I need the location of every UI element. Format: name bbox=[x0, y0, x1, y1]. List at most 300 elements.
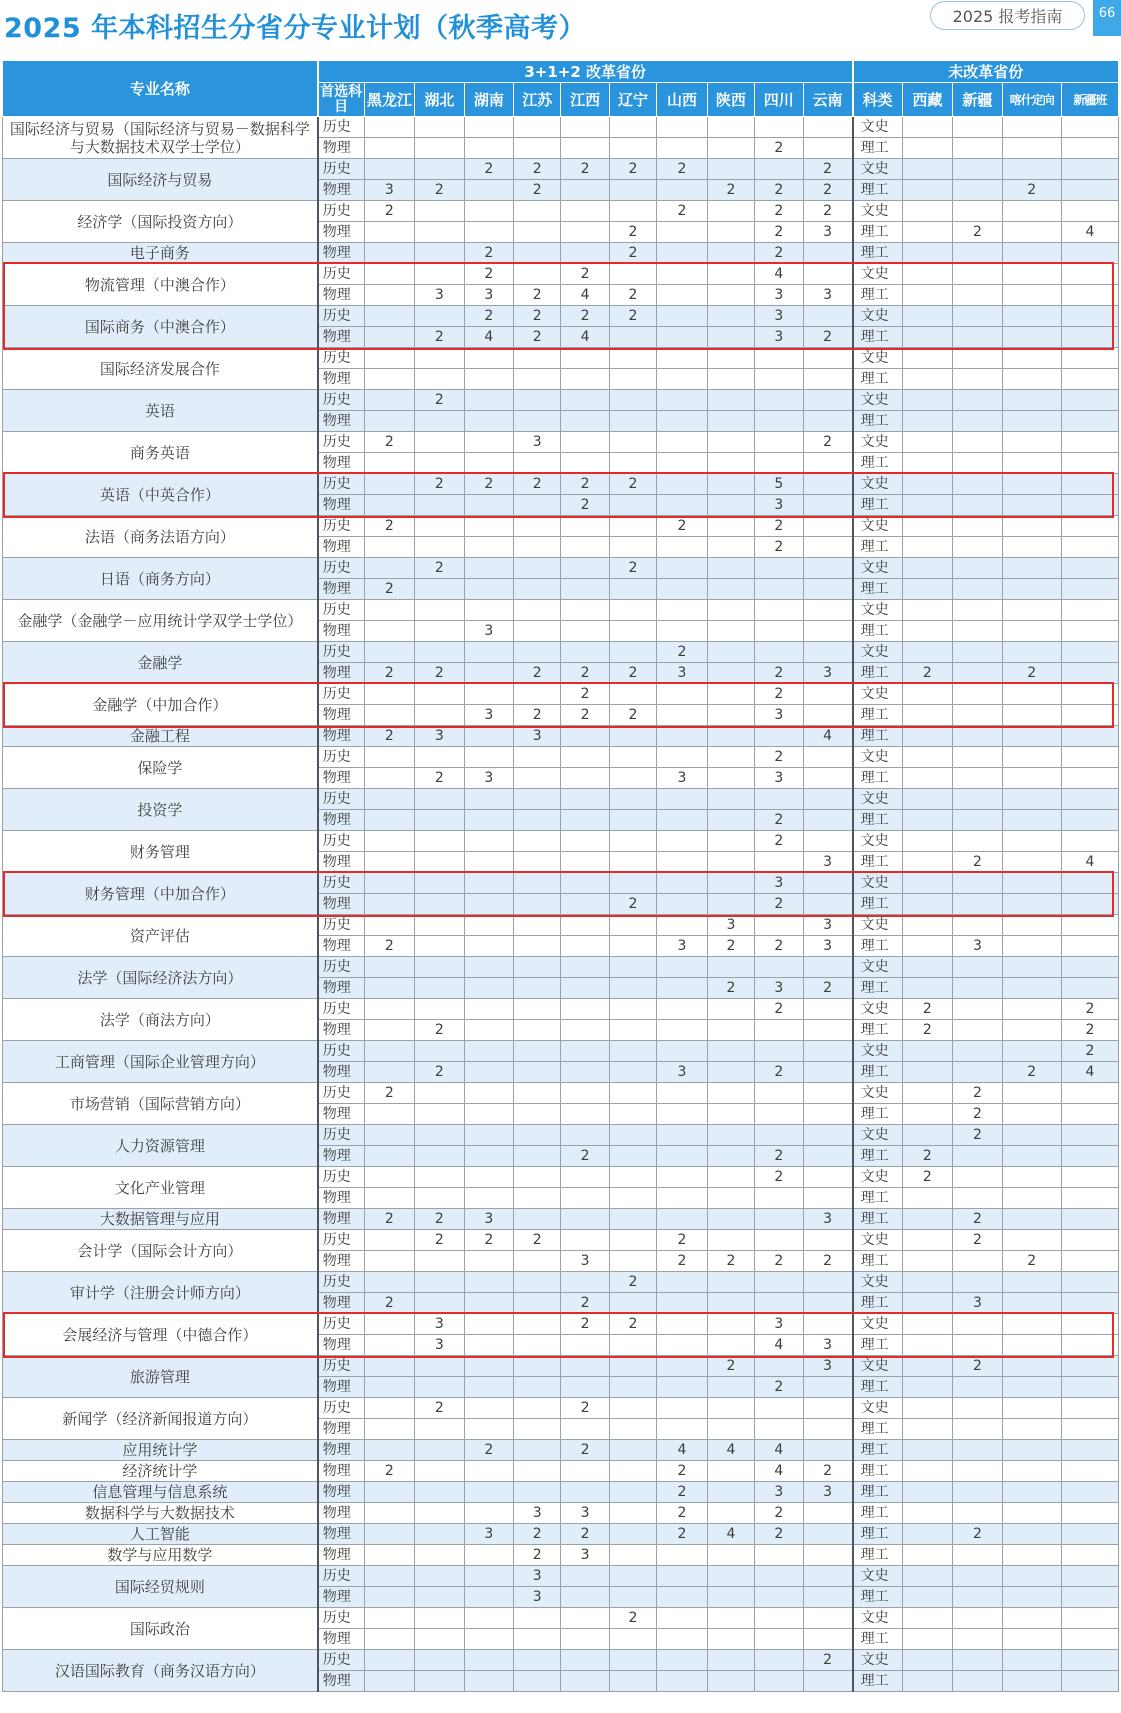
quota-cell bbox=[657, 1188, 708, 1209]
quota-cell bbox=[803, 768, 853, 789]
quota-cell: 3 bbox=[657, 768, 708, 789]
quota-cell bbox=[657, 243, 708, 264]
major-name: 国际经济与贸易 bbox=[3, 159, 318, 201]
table-row bbox=[3, 1041, 1119, 1062]
quota-cell bbox=[707, 1608, 754, 1629]
quota-cell bbox=[561, 915, 609, 936]
quota-cell bbox=[755, 1671, 803, 1692]
quota-cell: 3 bbox=[657, 663, 708, 684]
quota-cell bbox=[803, 117, 853, 138]
quota-cell bbox=[902, 579, 953, 600]
quota-cell: 4 bbox=[1061, 852, 1118, 873]
quota-cell bbox=[415, 1608, 464, 1629]
major-name: 英语 bbox=[3, 390, 318, 432]
quota-cell bbox=[514, 957, 561, 978]
quota-cell: 2 bbox=[755, 1146, 803, 1167]
quota-cell: 2 bbox=[755, 138, 803, 159]
quota-cell bbox=[953, 1566, 1002, 1587]
quota-cell bbox=[561, 1041, 609, 1062]
quota-cell bbox=[609, 1062, 656, 1083]
quota-cell bbox=[514, 978, 561, 999]
quota-cell bbox=[415, 621, 464, 642]
major-name: 物流管理（中澳合作） bbox=[3, 264, 318, 306]
reform-group-header: 3+1+2 改革省份 bbox=[318, 61, 853, 83]
quota-cell bbox=[464, 1251, 513, 1272]
quota-cell: 3 bbox=[415, 726, 464, 747]
quota-cell bbox=[1061, 1650, 1118, 1671]
table-row bbox=[3, 1440, 1119, 1461]
major-name: 人工智能 bbox=[3, 1524, 318, 1545]
quota-cell bbox=[953, 201, 1002, 222]
subject-cell: 历史 bbox=[318, 747, 364, 768]
category-cell: 理工 bbox=[853, 705, 902, 726]
quota-cell: 2 bbox=[657, 1251, 708, 1272]
quota-cell bbox=[902, 1041, 953, 1062]
quota-cell: 3 bbox=[657, 936, 708, 957]
quota-cell bbox=[902, 1062, 953, 1083]
quota-cell bbox=[902, 642, 953, 663]
quota-cell bbox=[364, 621, 415, 642]
subject-cell: 物理 bbox=[318, 369, 364, 390]
subject-col-header bbox=[318, 83, 364, 117]
quota-cell bbox=[514, 831, 561, 852]
quota-cell bbox=[364, 558, 415, 579]
quota-cell bbox=[902, 1671, 953, 1692]
quota-cell bbox=[514, 600, 561, 621]
quota-cell bbox=[609, 831, 656, 852]
quota-cell bbox=[364, 957, 415, 978]
quota-cell bbox=[609, 621, 656, 642]
quota-cell bbox=[1002, 621, 1061, 642]
quota-cell bbox=[1061, 453, 1118, 474]
quota-cell: 3 bbox=[803, 222, 853, 243]
quota-cell bbox=[902, 558, 953, 579]
category-cell: 文史 bbox=[853, 432, 902, 453]
quota-cell: 2 bbox=[1002, 1251, 1061, 1272]
quota-cell bbox=[755, 1587, 803, 1608]
category-cell: 理工 bbox=[853, 1188, 902, 1209]
quota-cell bbox=[561, 1377, 609, 1398]
quota-cell bbox=[953, 516, 1002, 537]
quota-cell bbox=[415, 411, 464, 432]
quota-cell bbox=[755, 117, 803, 138]
quota-cell bbox=[755, 915, 803, 936]
quota-cell bbox=[464, 1167, 513, 1188]
quota-cell bbox=[707, 1062, 754, 1083]
quota-cell bbox=[803, 747, 853, 768]
quota-cell bbox=[803, 138, 853, 159]
quota-cell bbox=[464, 1671, 513, 1692]
category-cell: 理工 bbox=[853, 1335, 902, 1356]
quota-cell bbox=[364, 243, 415, 264]
quota-cell bbox=[953, 1251, 1002, 1272]
quota-cell: 3 bbox=[803, 663, 853, 684]
quota-cell: 5 bbox=[755, 474, 803, 495]
major-name: 资产评估 bbox=[3, 915, 318, 957]
quota-cell bbox=[561, 1209, 609, 1230]
category-cell: 文史 bbox=[853, 1041, 902, 1062]
page-number: 66 bbox=[1093, 0, 1121, 36]
subject-cell: 物理 bbox=[318, 1461, 364, 1482]
subject-cell: 物理 bbox=[318, 411, 364, 432]
quota-cell bbox=[415, 201, 464, 222]
quota-cell bbox=[609, 537, 656, 558]
quota-cell bbox=[415, 1083, 464, 1104]
quota-cell bbox=[1061, 789, 1118, 810]
quota-cell bbox=[1002, 1356, 1061, 1377]
quota-cell: 2 bbox=[803, 978, 853, 999]
quota-cell bbox=[707, 1041, 754, 1062]
subject-cell: 历史 bbox=[318, 432, 364, 453]
quota-cell: 2 bbox=[755, 1251, 803, 1272]
quota-cell bbox=[902, 348, 953, 369]
quota-cell bbox=[657, 1671, 708, 1692]
quota-cell bbox=[1002, 243, 1061, 264]
subject-cell: 物理 bbox=[318, 1293, 364, 1314]
quota-cell: 2 bbox=[902, 1020, 953, 1041]
major-name: 保险学 bbox=[3, 747, 318, 789]
quota-cell bbox=[1061, 369, 1118, 390]
quota-cell bbox=[609, 1671, 656, 1692]
subject-cell: 物理 bbox=[318, 1188, 364, 1209]
subject-cell: 物理 bbox=[318, 579, 364, 600]
quota-cell bbox=[755, 1125, 803, 1146]
quota-cell bbox=[803, 1440, 853, 1461]
subject-cell: 历史 bbox=[318, 873, 364, 894]
quota-cell bbox=[803, 1671, 853, 1692]
quota-cell bbox=[415, 348, 464, 369]
table-row bbox=[3, 1608, 1119, 1629]
quota-cell bbox=[803, 1524, 853, 1545]
quota-cell bbox=[755, 1566, 803, 1587]
quota-cell bbox=[902, 1440, 953, 1461]
quota-cell bbox=[1002, 1167, 1061, 1188]
category-cell: 理工 bbox=[853, 327, 902, 348]
quota-cell bbox=[364, 1524, 415, 1545]
quota-cell bbox=[514, 579, 561, 600]
quota-cell bbox=[364, 768, 415, 789]
quota-cell bbox=[657, 810, 708, 831]
category-cell: 文史 bbox=[853, 1608, 902, 1629]
quota-cell bbox=[707, 1650, 754, 1671]
subject-cell: 历史 bbox=[318, 1272, 364, 1293]
category-cell: 文史 bbox=[853, 1230, 902, 1251]
quota-cell bbox=[364, 1125, 415, 1146]
quota-cell bbox=[415, 537, 464, 558]
quota-cell bbox=[1002, 1629, 1061, 1650]
quota-cell bbox=[707, 348, 754, 369]
province-header: 新疆 bbox=[953, 83, 1002, 117]
major-name: 经济学（国际投资方向） bbox=[3, 201, 318, 243]
quota-cell bbox=[1002, 852, 1061, 873]
quota-cell bbox=[1061, 1482, 1118, 1503]
subject-cell: 物理 bbox=[318, 852, 364, 873]
quota-cell bbox=[1002, 1671, 1061, 1692]
subject-cell: 物理 bbox=[318, 138, 364, 159]
quota-cell bbox=[609, 747, 656, 768]
quota-cell bbox=[464, 663, 513, 684]
quota-cell bbox=[657, 831, 708, 852]
quota-cell: 3 bbox=[657, 1062, 708, 1083]
quota-cell: 2 bbox=[707, 978, 754, 999]
quota-cell bbox=[464, 726, 513, 747]
quota-cell bbox=[1002, 453, 1061, 474]
quota-cell bbox=[902, 1293, 953, 1314]
quota-cell bbox=[1002, 1503, 1061, 1524]
major-name: 数学与应用数学 bbox=[3, 1545, 318, 1566]
quota-cell bbox=[707, 810, 754, 831]
quota-cell bbox=[415, 1356, 464, 1377]
category-cell: 理工 bbox=[853, 1629, 902, 1650]
quota-cell bbox=[1061, 180, 1118, 201]
quota-cell bbox=[609, 579, 656, 600]
quota-cell bbox=[514, 1293, 561, 1314]
quota-cell bbox=[657, 726, 708, 747]
major-name: 会展经济与管理（中德合作） bbox=[3, 1314, 318, 1356]
quota-cell bbox=[415, 915, 464, 936]
quota-cell: 2 bbox=[657, 642, 708, 663]
quota-cell bbox=[415, 516, 464, 537]
quota-cell bbox=[755, 621, 803, 642]
category-cell: 理工 bbox=[853, 1020, 902, 1041]
quota-cell: 2 bbox=[561, 705, 609, 726]
quota-cell bbox=[464, 1587, 513, 1608]
quota-cell bbox=[561, 600, 609, 621]
quota-cell bbox=[657, 138, 708, 159]
table-row bbox=[3, 1209, 1119, 1230]
quota-cell: 2 bbox=[415, 1209, 464, 1230]
quota-cell bbox=[364, 1356, 415, 1377]
quota-cell bbox=[464, 1062, 513, 1083]
quota-cell bbox=[364, 1041, 415, 1062]
quota-cell bbox=[1061, 768, 1118, 789]
category-cell: 理工 bbox=[853, 1545, 902, 1566]
quota-cell bbox=[561, 390, 609, 411]
quota-cell: 2 bbox=[609, 159, 656, 180]
quota-cell: 4 bbox=[755, 1335, 803, 1356]
quota-cell bbox=[464, 810, 513, 831]
table-row bbox=[3, 390, 1119, 411]
category-cell: 文史 bbox=[853, 264, 902, 285]
quota-cell bbox=[755, 642, 803, 663]
quota-cell: 2 bbox=[364, 663, 415, 684]
quota-cell: 2 bbox=[464, 1440, 513, 1461]
quota-cell: 4 bbox=[755, 1461, 803, 1482]
quota-cell bbox=[364, 1419, 415, 1440]
quota-cell bbox=[1002, 222, 1061, 243]
category-cell: 理工 bbox=[853, 768, 902, 789]
quota-cell: 2 bbox=[755, 1524, 803, 1545]
quota-cell bbox=[561, 642, 609, 663]
quota-cell: 2 bbox=[755, 684, 803, 705]
category-cell: 文史 bbox=[853, 1272, 902, 1293]
subject-cell: 历史 bbox=[318, 1167, 364, 1188]
quota-cell bbox=[1061, 915, 1118, 936]
quota-cell bbox=[953, 1461, 1002, 1482]
quota-cell: 2 bbox=[609, 285, 656, 306]
quota-cell bbox=[514, 789, 561, 810]
quota-cell bbox=[953, 831, 1002, 852]
subject-cell: 历史 bbox=[318, 1566, 364, 1587]
quota-cell bbox=[514, 1419, 561, 1440]
quota-cell bbox=[1002, 768, 1061, 789]
quota-cell bbox=[464, 642, 513, 663]
nonreform-group-header: 未改革省份 bbox=[853, 61, 1119, 83]
quota-cell bbox=[953, 915, 1002, 936]
quota-cell bbox=[561, 1566, 609, 1587]
category-cell: 理工 bbox=[853, 1062, 902, 1083]
quota-cell bbox=[803, 558, 853, 579]
quota-cell bbox=[707, 600, 754, 621]
quota-cell: 4 bbox=[755, 1440, 803, 1461]
quota-cell bbox=[953, 1062, 1002, 1083]
quota-cell bbox=[1002, 1083, 1061, 1104]
quota-cell bbox=[755, 1272, 803, 1293]
quota-cell bbox=[514, 1188, 561, 1209]
category-cell: 理工 bbox=[853, 1104, 902, 1125]
quota-cell: 2 bbox=[803, 327, 853, 348]
quota-cell bbox=[953, 369, 1002, 390]
major-name: 法学（商法方向） bbox=[3, 999, 318, 1041]
table-row bbox=[3, 558, 1119, 579]
quota-cell bbox=[803, 1377, 853, 1398]
quota-cell bbox=[1061, 1377, 1118, 1398]
quota-cell bbox=[464, 1083, 513, 1104]
quota-cell bbox=[902, 915, 953, 936]
quota-cell: 3 bbox=[561, 1545, 609, 1566]
category-cell: 文史 bbox=[853, 789, 902, 810]
quota-cell bbox=[415, 957, 464, 978]
quota-cell bbox=[707, 117, 754, 138]
category-cell: 理工 bbox=[853, 1251, 902, 1272]
quota-cell bbox=[1002, 138, 1061, 159]
category-cell: 文史 bbox=[853, 831, 902, 852]
quota-cell bbox=[514, 1083, 561, 1104]
major-name: 国际商务（中澳合作） bbox=[3, 306, 318, 348]
quota-cell: 3 bbox=[464, 1209, 513, 1230]
quota-cell: 2 bbox=[803, 159, 853, 180]
quota-cell bbox=[464, 852, 513, 873]
quota-cell bbox=[755, 1041, 803, 1062]
quota-cell: 2 bbox=[755, 663, 803, 684]
quota-cell: 2 bbox=[561, 474, 609, 495]
quota-cell bbox=[464, 117, 513, 138]
quota-cell: 2 bbox=[561, 1146, 609, 1167]
category-cell: 理工 bbox=[853, 579, 902, 600]
quota-cell bbox=[415, 1104, 464, 1125]
subject-cell: 物理 bbox=[318, 1545, 364, 1566]
quota-cell: 2 bbox=[561, 1524, 609, 1545]
quota-cell: 2 bbox=[953, 1230, 1002, 1251]
quota-cell bbox=[1061, 1293, 1118, 1314]
quota-cell bbox=[902, 1188, 953, 1209]
category-cell: 文史 bbox=[853, 1125, 902, 1146]
quota-cell bbox=[1002, 348, 1061, 369]
quota-cell bbox=[464, 579, 513, 600]
quota-cell bbox=[609, 726, 656, 747]
category-cell: 理工 bbox=[853, 1377, 902, 1398]
quota-cell bbox=[707, 1587, 754, 1608]
quota-cell: 2 bbox=[514, 1230, 561, 1251]
highlight-box bbox=[3, 682, 1114, 728]
quota-cell bbox=[561, 1629, 609, 1650]
quota-cell bbox=[609, 1650, 656, 1671]
quota-cell bbox=[657, 453, 708, 474]
quota-cell: 2 bbox=[609, 474, 656, 495]
quota-cell bbox=[707, 1629, 754, 1650]
quota-cell: 4 bbox=[657, 1440, 708, 1461]
quota-cell bbox=[902, 1587, 953, 1608]
quota-cell bbox=[561, 411, 609, 432]
table-row bbox=[3, 1650, 1119, 1671]
quota-cell bbox=[609, 369, 656, 390]
quota-cell bbox=[755, 1020, 803, 1041]
quota-cell bbox=[657, 1377, 708, 1398]
quota-cell bbox=[1061, 747, 1118, 768]
quota-cell: 2 bbox=[755, 516, 803, 537]
quota-cell bbox=[464, 957, 513, 978]
quota-cell bbox=[464, 411, 513, 432]
quota-cell: 2 bbox=[803, 1461, 853, 1482]
table-row bbox=[3, 516, 1119, 537]
major-name: 英语（中英合作） bbox=[3, 474, 318, 516]
quota-cell bbox=[609, 1167, 656, 1188]
major-col-header: 专业名称 bbox=[3, 61, 318, 117]
quota-cell bbox=[657, 999, 708, 1020]
quota-cell: 2 bbox=[953, 1209, 1002, 1230]
quota-cell bbox=[609, 600, 656, 621]
quota-cell bbox=[1061, 243, 1118, 264]
quota-cell bbox=[803, 579, 853, 600]
quota-cell: 2 bbox=[755, 180, 803, 201]
category-cell: 理工 bbox=[853, 1440, 902, 1461]
category-cell: 文史 bbox=[853, 1356, 902, 1377]
quota-cell bbox=[902, 1419, 953, 1440]
quota-cell bbox=[707, 453, 754, 474]
quota-cell: 2 bbox=[657, 159, 708, 180]
quota-cell bbox=[609, 978, 656, 999]
quota-cell bbox=[953, 747, 1002, 768]
quota-cell bbox=[902, 1566, 953, 1587]
quota-cell bbox=[1061, 1503, 1118, 1524]
quota-cell: 3 bbox=[755, 768, 803, 789]
quota-cell bbox=[609, 1251, 656, 1272]
quota-cell bbox=[657, 579, 708, 600]
quota-cell bbox=[707, 516, 754, 537]
quota-cell bbox=[755, 159, 803, 180]
quota-cell bbox=[609, 1146, 656, 1167]
quota-cell: 2 bbox=[415, 390, 464, 411]
quota-cell bbox=[902, 432, 953, 453]
category-cell: 理工 bbox=[853, 495, 902, 516]
major-name: 人力资源管理 bbox=[3, 1125, 318, 1167]
quota-cell bbox=[1061, 957, 1118, 978]
quota-cell bbox=[464, 915, 513, 936]
quota-cell bbox=[707, 222, 754, 243]
quota-cell bbox=[514, 1146, 561, 1167]
subject-cell: 物理 bbox=[318, 810, 364, 831]
category-cell: 文史 bbox=[853, 117, 902, 138]
quota-cell bbox=[657, 411, 708, 432]
quota-cell bbox=[561, 747, 609, 768]
quota-cell: 3 bbox=[514, 1587, 561, 1608]
quota-cell bbox=[902, 789, 953, 810]
quota-cell: 3 bbox=[514, 726, 561, 747]
quota-cell bbox=[1061, 1125, 1118, 1146]
category-cell: 理工 bbox=[853, 936, 902, 957]
quota-cell bbox=[953, 390, 1002, 411]
quota-cell bbox=[953, 1419, 1002, 1440]
